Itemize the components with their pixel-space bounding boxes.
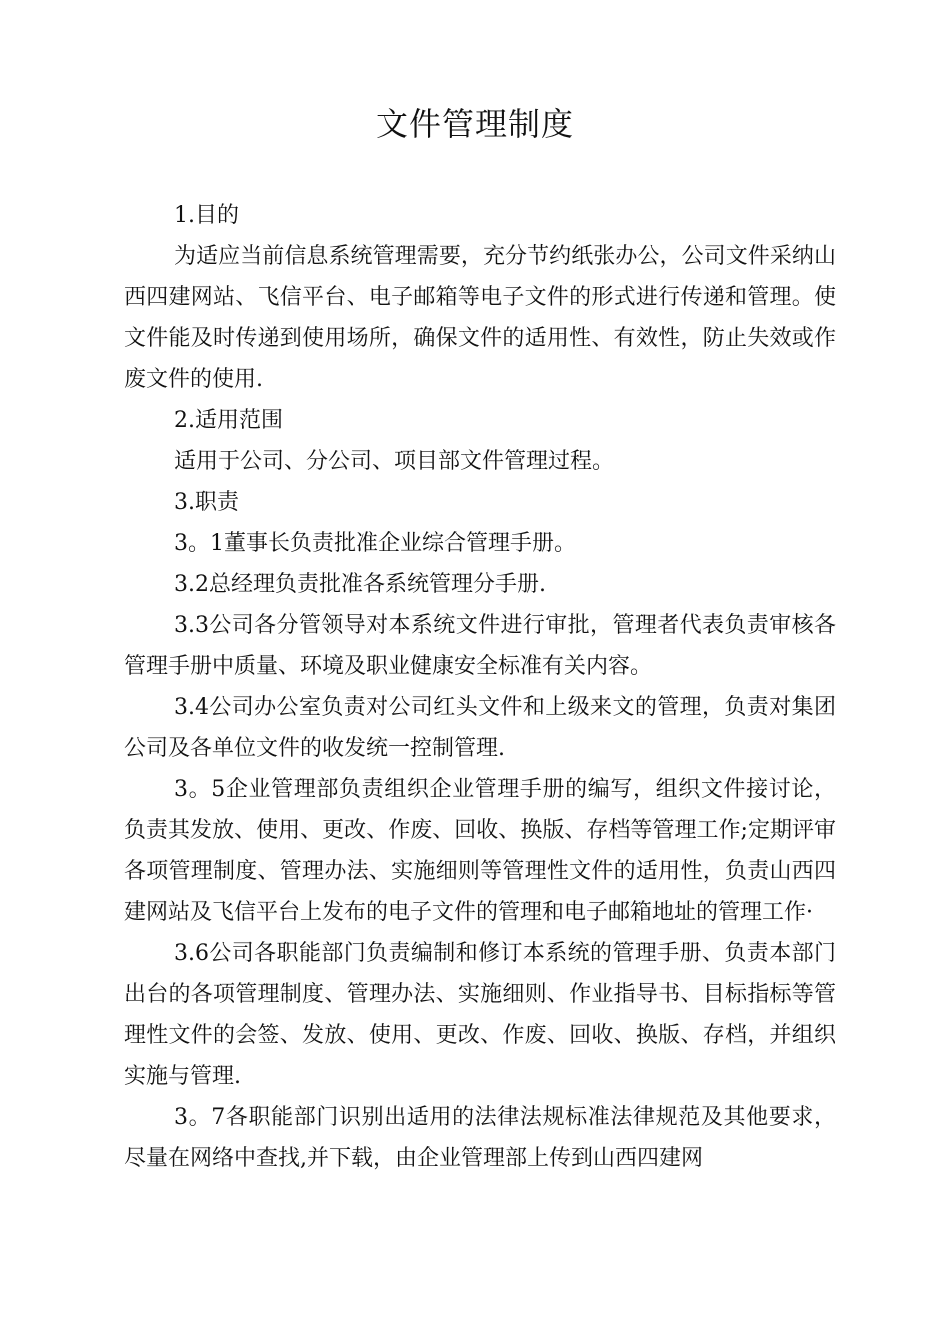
section-heading-scope: 2.适用范围 <box>174 408 283 433</box>
paragraph-duty-3-4: 3.4公司办公室负责对公司红头文件和上级来文的管理，负责对集团公司及各单位文件的收发统一控制管理. <box>124 695 836 761</box>
section-heading-duties: 3.职责 <box>174 490 239 515</box>
paragraph-duty-3-7: 3。7各职能部门识别出适用的法律法规标准法律规范及其他要求，尽量在网络中查找,并下载，由企业管理部上传到山西四建网 <box>124 1105 836 1171</box>
section-heading-purpose: 1.目的 <box>174 203 239 228</box>
paragraph-duty-3-6: 3.6公司各职能部门负责编制和修订本系统的管理手册、负责本部门出台的各项管理制度、管理办法、实施细则、作业指导书、目标指标等管理性文件的会签、发放、使用、更改、作废、回收、换版、存档，并组织实施与管理. <box>124 941 836 1089</box>
document-body <box>124 195 836 1179</box>
paragraph-duty-3-3: 3.3公司各分管领导对本系统文件进行审批，管理者代表负责审核各管理手册中质量、环境及职业健康安全标准有关内容。 <box>124 613 836 679</box>
paragraph-purpose: 为适应当前信息系统管理需要，充分节约纸张办公，公司文件采纳山西四建网站、飞信平台、电子邮箱等电子文件的形式进行传递和管理。使文件能及时传递到使用场所，确保文件的适用性、有效性，防止失效或作废文件的使用. <box>124 244 836 392</box>
paragraph-duty-3-1: 3。1董事长负责批准企业综合管理手册。 <box>174 531 576 556</box>
paragraph-duty-3-2: 3.2总经理负责批准各系统管理分手册. <box>174 572 546 597</box>
paragraph-duty-3-5: 3。5企业管理部负责组织企业管理手册的编写，组织文件接讨论，负责其发放、使用、更改、作废、回收、换版、存档等管理工作;定期评审各项管理制度、管理办法、实施细则等管理性文件的适用性，负责山西四建网站及飞信平台上发布的电子文件的管理和电子邮箱地址的管理工作· <box>124 777 836 925</box>
paragraph-scope: 适用于公司、分公司、项目部文件管理过程。 <box>174 449 615 474</box>
page-title: 文件管理制度 <box>375 105 574 143</box>
